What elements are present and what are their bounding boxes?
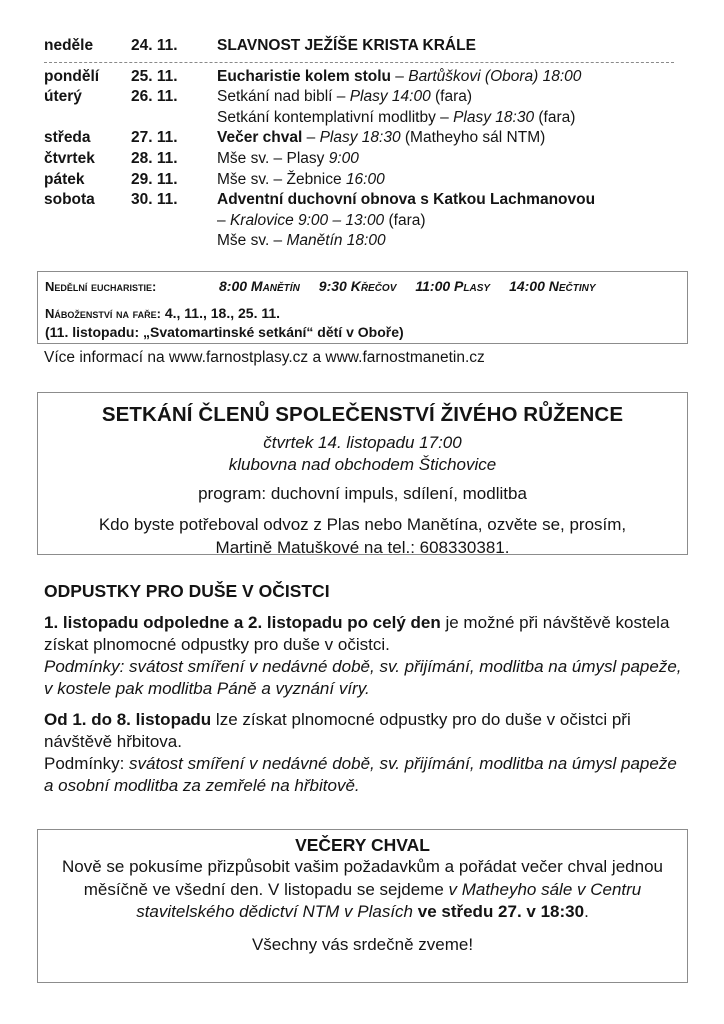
day-name: středa xyxy=(44,129,91,147)
praise-date: ve středu 27. v 18:30 xyxy=(413,902,585,921)
dashed-separator xyxy=(44,62,674,63)
indulgence-conditions-label: Podmínky: xyxy=(44,754,130,773)
rosary-transport-line-1: Kdo byste potřeboval odvoz z Plas nebo Manětína, ozvěte se, prosím, xyxy=(98,515,627,534)
indulgences-title: ODPUSTKY PRO DUŠE V OČISTCI xyxy=(44,581,330,601)
event xyxy=(217,170,674,191)
indulgences-paragraph-2 xyxy=(44,709,689,797)
sunday-eucharist-box xyxy=(37,271,688,344)
date: 25. 11. xyxy=(131,67,178,85)
date: 24. 11. xyxy=(131,37,178,54)
indulgence-dates: Od 1. do 8. listopadu xyxy=(44,710,212,729)
event-title: Mše sv. – Žebnice xyxy=(217,170,346,188)
rosary-where: klubovna nad obchodem Štichovice xyxy=(228,455,497,474)
event-title: Mše sv. – Plasy xyxy=(217,149,329,167)
event-detail: Plasy 18:30 xyxy=(319,129,401,147)
event-detail: 16:00 xyxy=(345,170,385,188)
event-suffix: (fara) xyxy=(430,88,473,106)
schedule-row xyxy=(44,108,674,129)
event-detail: 9:00 xyxy=(328,149,359,167)
schedule-row xyxy=(44,87,674,108)
mass-time: 8:00 Manětín xyxy=(219,278,300,294)
event xyxy=(217,87,674,108)
date: 28. 11. xyxy=(131,149,178,167)
indulgence-conditions: svátost smíření v nedávné době, sv. přijímání, modlitba na úmysl papeže a osobní modlitba za zemřelé na hřbitově. xyxy=(44,754,677,795)
praise-evenings-box xyxy=(37,829,688,983)
date: 27. 11. xyxy=(131,129,178,147)
date xyxy=(131,231,217,252)
day-name: čtvrtek xyxy=(44,149,95,167)
praise-venue: v Matheyho sále v Centru stavitelského dědictví NTM v Plasích xyxy=(136,879,642,921)
mass-time: 9:30 Křečov xyxy=(318,278,397,294)
day-name: neděle xyxy=(44,37,94,54)
event-title: Mše sv. – xyxy=(217,232,287,250)
day-name: pátek xyxy=(44,170,85,188)
schedule-row xyxy=(44,128,674,149)
event-suffix: (Matheyho sál NTM) xyxy=(400,129,546,147)
indulgence-text: je možné při návštěvě kostela získat plnomocné odpustky pro duše v očistci. xyxy=(44,613,670,654)
day-name: úterý xyxy=(44,88,82,106)
event xyxy=(217,190,674,211)
event-detail: Manětín 18:00 xyxy=(286,232,386,250)
event xyxy=(217,211,674,232)
event xyxy=(217,128,674,149)
date: 26. 11. xyxy=(131,88,178,106)
schedule-row xyxy=(44,170,674,191)
day-name xyxy=(44,231,131,252)
sunday-masses-row xyxy=(45,278,687,304)
schedule-row xyxy=(44,67,674,88)
event-detail: Kralovice 9:00 – 13:00 xyxy=(229,211,385,229)
event xyxy=(217,108,674,129)
event-title: – xyxy=(217,211,230,229)
religion-dates: 4., 11., 18., 25. 11. xyxy=(160,305,281,321)
weekly-schedule xyxy=(44,36,674,252)
religion-classes-line xyxy=(45,304,687,323)
event-separator: – xyxy=(391,67,409,85)
event-suffix: (fara) xyxy=(384,211,426,229)
schedule-row xyxy=(44,231,674,252)
event-detail: Bartůškovi (Obora) 18:00 xyxy=(408,67,582,85)
event-title: Eucharistie kolem stolu xyxy=(217,67,391,85)
praise-text-intro: Nově se pokusíme přizpůsobit vašim požadavkům a pořádat večer chval jednou měsíčně ve všední den. V listopadu se sejdeme xyxy=(62,857,663,899)
event-title: Setkání kontemplativní modlitby – xyxy=(217,108,454,126)
event-title: Adventní duchovní obnova s Katkou Lachmanovou xyxy=(217,191,596,209)
event xyxy=(217,149,674,170)
event xyxy=(217,231,674,252)
schedule-row-sunday xyxy=(44,36,674,62)
sunday-eucharist-label: Nedělní eucharistie: xyxy=(45,279,157,294)
indulgences-section xyxy=(44,580,689,806)
day-name: pondělí xyxy=(44,67,100,85)
praise-title: VEČERY CHVAL xyxy=(295,835,430,855)
date: 29. 11. xyxy=(131,170,178,188)
event-separator: – xyxy=(302,129,320,147)
event-suffix: (fara) xyxy=(534,108,576,126)
mass-time: 14:00 Nečtiny xyxy=(509,278,596,294)
event-detail: Plasy 18:30 xyxy=(453,108,535,126)
rosary-program: program: duchovní impuls, sdílení, modlitba xyxy=(198,484,527,503)
event-title: Setkání nad biblí – xyxy=(217,88,350,106)
event-title: Večer chval xyxy=(217,129,303,147)
rosary-title: SETKÁNÍ ČLENŮ SPOLEČENSTVÍ ŽIVÉHO RŮŽENCE xyxy=(101,403,624,426)
religion-note: (11. listopadu: „Svatomartinské setkání“ dětí v Oboře) xyxy=(45,324,404,340)
mass-time: 11:00 Plasy xyxy=(415,278,491,294)
praise-text xyxy=(38,856,687,924)
date xyxy=(131,108,217,129)
schedule-row xyxy=(44,211,674,232)
rosary-meeting-box xyxy=(37,392,688,555)
event-detail: Plasy 14:00 xyxy=(349,88,431,106)
indulgence-text: lze získat plnomocné odpustky pro do duše v očistci při návštěvě hřbitova. xyxy=(44,710,631,751)
praise-text-end: . xyxy=(584,902,589,921)
date: 30. 11. xyxy=(131,191,178,209)
religion-label: Náboženství na faře: xyxy=(45,306,161,321)
feast-title: SLAVNOST JEŽÍŠE KRISTA KRÁLE xyxy=(217,37,476,54)
day-name: sobota xyxy=(44,191,95,209)
schedule-row xyxy=(44,149,674,170)
schedule-row xyxy=(44,190,674,211)
indulgences-paragraph-1 xyxy=(44,612,689,700)
rosary-when: čtvrtek 14. listopadu 17:00 xyxy=(263,433,462,452)
day-name xyxy=(44,108,131,129)
praise-closing: Všechny vás srdečně zveme! xyxy=(251,934,474,954)
more-info-line: Více informací na www.farnostplasy.cz a www.farnostmanetin.cz xyxy=(44,349,485,366)
date xyxy=(131,211,217,232)
indulgence-conditions: Podmínky: svátost smíření v nedávné době, sv. přijímání, modlitba na úmysl papeže, v kostele pak modlitba Páně a vyznání víry. xyxy=(44,657,682,698)
rosary-transport-line-2: Martině Matuškové na tel.: 608330381. xyxy=(215,538,510,557)
event xyxy=(217,67,674,88)
indulgence-dates: 1. listopadu odpoledne a 2. listopadu po celý den xyxy=(44,613,441,632)
day-name xyxy=(44,211,131,232)
